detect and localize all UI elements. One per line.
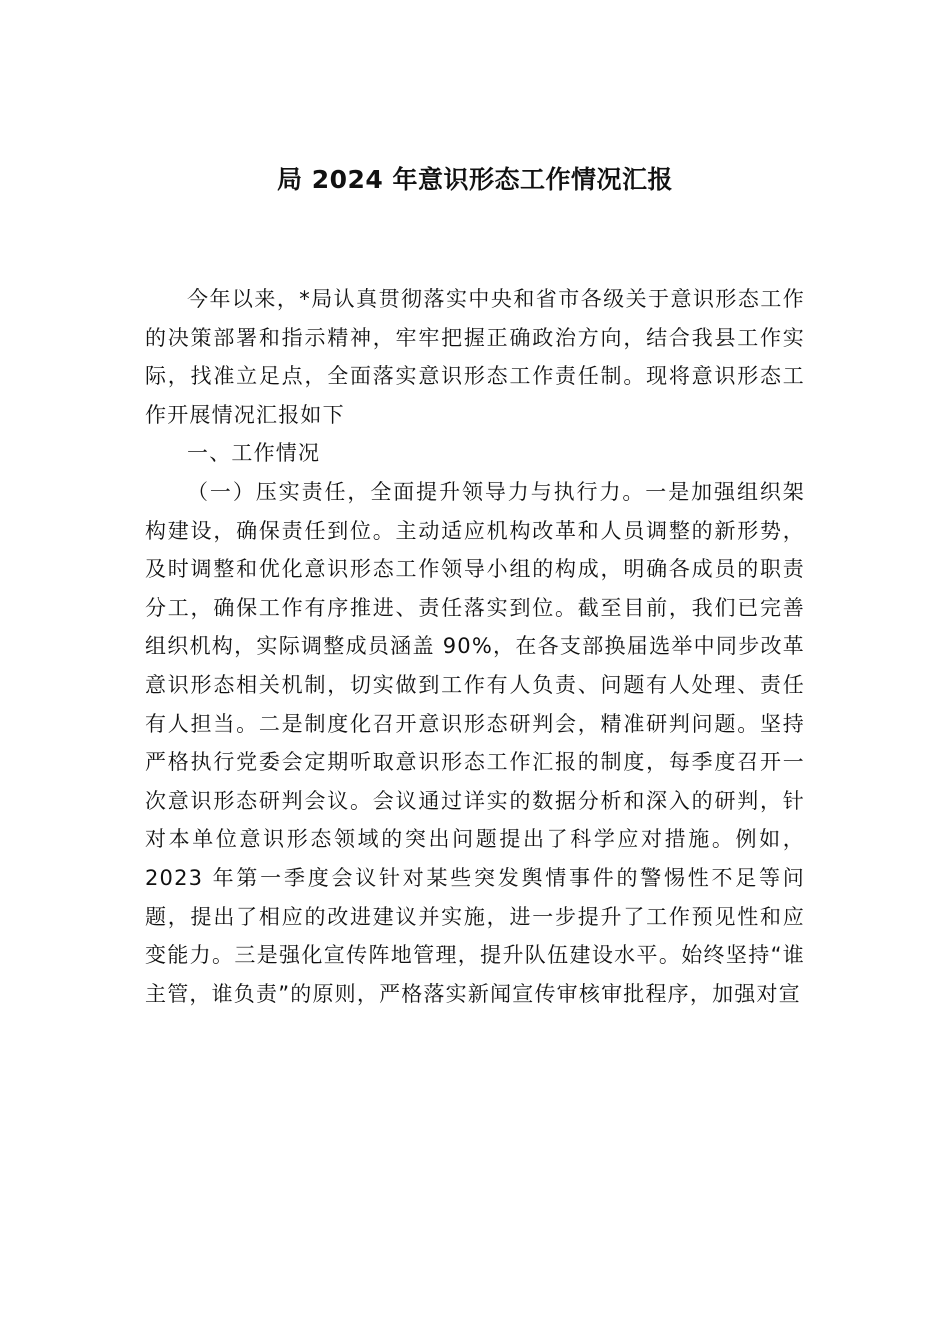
paragraph-intro: 今年以来，*局认真贯彻落实中央和省市各级关于意识形态工作的决策部署和指示精神，牢牢把握正确政治方向，结合我县工作实际，找准立足点，全面落实意识形态工作责任制。现将意识形态工作开展情况汇报如下 [145, 287, 805, 427]
document-body [145, 280, 805, 1013]
paragraph-responsibility: （一）压实责任，全面提升领导力与执行力。一是加强组织架构建设，确保责任到位。主动适应机构改革和人员调整的新形势，及时调整和优化意识形态工作领导小组的构成，明确各成员的职责分工，确保工作有序推进、责任落实到位。截至目前，我们已完善组织机构，实际调整成员涵盖 90%，在各支部换届选举中同步改革意识形态相关机制，切实做到工作有人负责、问题有人处理、责任有人担当。二是制度化召开意识形态研判会，精准研判问题。坚持严格执行党委会定期听取意识形态工作汇报的制度，每季度召开一次意识形态研判会议。会议通过详实的数据分析和深入的研判，针对本单位意识形态领域的突出问题提出了科学应对措施。例如，2023 年第一季度会议针对某些突发舆情事件的警惕性不足等问题，提出了相应的改进建议并实施，进一步提升了工作预见性和应变能力。三是强化宣传阵地管理，提升队伍建设水平。始终坚持“谁主管，谁负责”的原则，严格落实新闻宣传审核审批程序，加强对宣 [145, 479, 805, 1006]
document-title: 局 2024 年意识形态工作情况汇报 [277, 165, 673, 194]
section-heading: 一、工作情况 [187, 441, 321, 466]
